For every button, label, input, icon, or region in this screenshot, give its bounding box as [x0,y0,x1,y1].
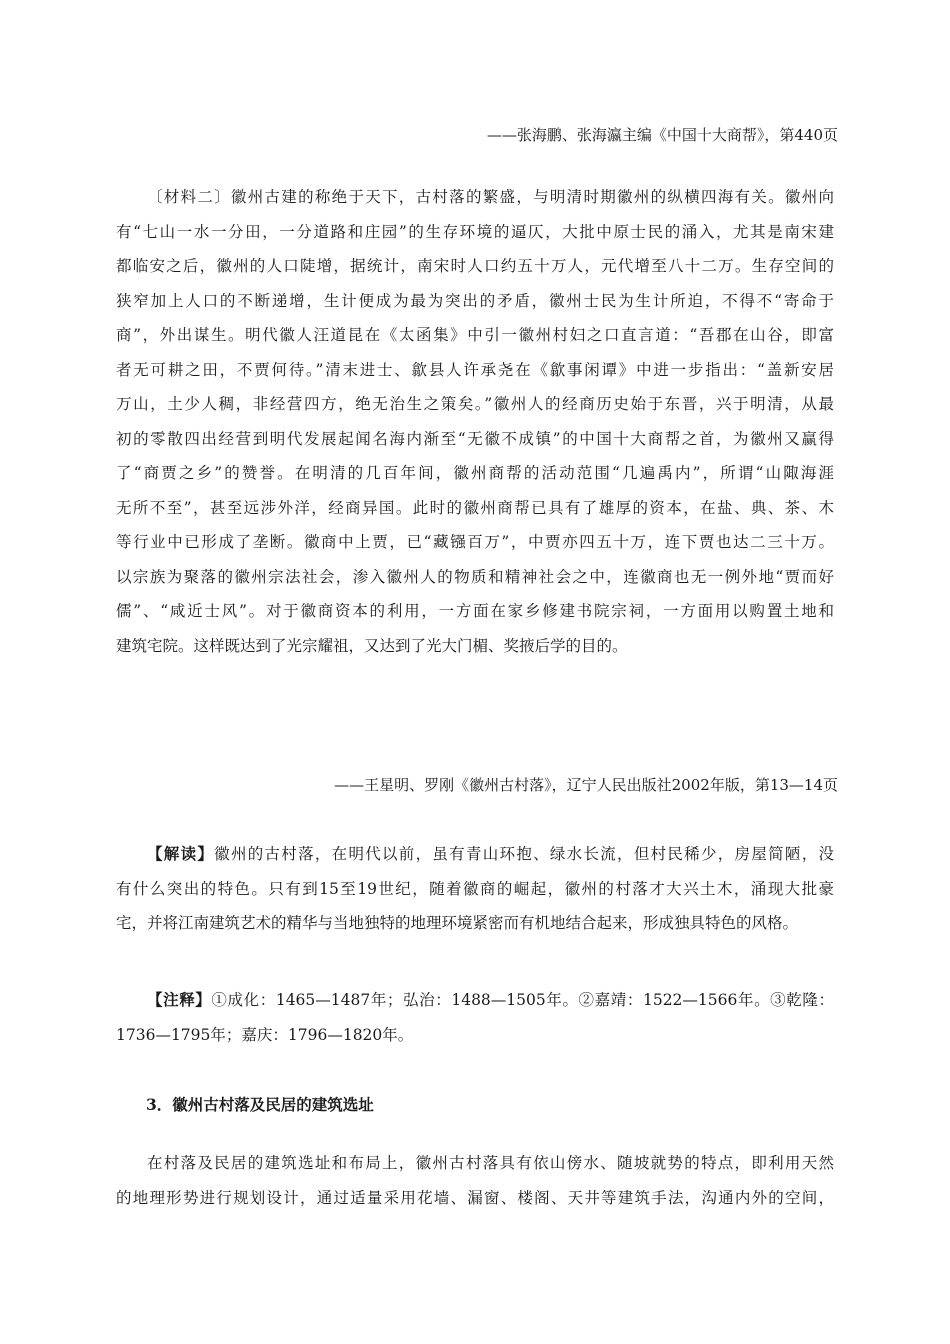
notes-text: ①成化：1465—1487年；弘治：1488—1505年。②嘉靖：1522—1566年。③乾隆： [211,991,834,1009]
text-line: 等行业中已形成了垄断。徽商中上贾，已“藏镪百万”，中贾亦四五十万，连下贾也达二三十万。 [116,533,834,551]
text-line: 建筑宅院。这样既达到了光宗耀祖，又达到了光大门楣、奖掖后学的目的。 [116,636,628,655]
reading-paragraph [116,837,834,941]
text-line: 在村落及民居的建筑选址和布局上，徽州古村落具有依山傍水、随坡就势的特点，即利用天然 [147,1154,834,1172]
text-line: 以宗族为聚落的徽州宗法社会，渗入徽州人的物质和精神社会之中，连徽商也无一例外地“贾而好 [116,567,834,586]
text-line: 的地理形势进行规划设计，通过适量采用花墙、漏窗、楼阁、天井等建筑手法，沟通内外的空间， [116,1188,834,1207]
text-line [116,983,834,1018]
source-citation-2: ——王星明、罗刚《徽州古村落》，辽宁人民出版社2002年版，第13—14页 [334,776,838,794]
text-line: 初的零散四出经营到明代发展起闻名海内渐至“无徽不成镇”的中国十大商帮之首，为徽州又赢得 [116,429,834,448]
text-line: 都临安之后，徽州的人口陡增，据统计，南宋时人口约五十万人，元代增至八十二万。生存空间的 [116,257,834,275]
text-line: 有“七山一水一分田，一分道路和庄园”的生存环境的逼仄，大批中原士民的涌入，尤其是南宋建 [116,222,834,241]
material-2-paragraph [116,180,834,663]
text-line: 万山，土少人稠，非经营四方，绝无治生之策矣。”徽州人的经商历史始于东晋，兴于明清，从最 [116,395,834,413]
text-line: 有什么突出的特色。只有到15至19世纪，随着徽商的崛起，徽州的村落才大兴土木，涌现大批豪 [116,879,834,898]
text-line: 商”，外出谋生。明代徽人汪道昆在《太函集》中引一徽州村妇之口直言道：“吾郡在山谷，即富 [116,326,834,344]
section-heading: 3．徽州古村落及民居的建筑选址 [146,1095,374,1114]
text-line: 了“商贾之乡”的赞誉。在明清的几百年间，徽州商帮的活动范围“几遍禹内”，所谓“山陬海涯 [116,464,834,482]
notes-label: 【注释】 [147,990,212,1009]
text-line: 狭窄加上人口的不断递增，生计便成为最为突出的矛盾，徽州士民为生计所迫，不得不“寄命于 [116,291,834,310]
text-line: 儒”、“咸近士风”。对于徽商资本的利用，一方面在家乡修建书院宗祠，一方面用以购置土地和 [116,602,834,620]
notes-paragraph [116,983,834,1052]
text-line: 宅，并将江南建筑艺术的精华与当地独特的地理环境紧密而有机地结合起来，形成独具特色的风格。 [116,914,799,932]
text-line: 无所不至”，甚至远涉外洋，经商异国。此时的徽州商帮已具有了雄厚的资本，在盐、典、茶、木 [116,498,834,517]
text-line: 者无可耕之田，不贾何待。”清末进士、歙县人许承尧在《歙事闲谭》中进一步指出：“盖新安居 [116,360,834,379]
reading-text: 徽州的古村落，在明代以前，虽有青山环抱、绿水长流，但村民稀少，房屋简陋，没 [214,845,834,863]
final-paragraph [116,1146,834,1215]
source-citation-1: ——张海鹏、张海瀛主编《中国十大商帮》，第440页 [486,126,838,144]
text-line [116,837,834,872]
reading-label: 【解读】 [147,844,215,863]
text-line: 〔材料二〕徽州古建的称绝于天下，古村落的繁盛，与明清时期徽州的纵横四海有关。徽州向 [147,188,834,206]
text-line: 1736—1795年；嘉庆：1796—1820年。 [116,1025,414,1044]
